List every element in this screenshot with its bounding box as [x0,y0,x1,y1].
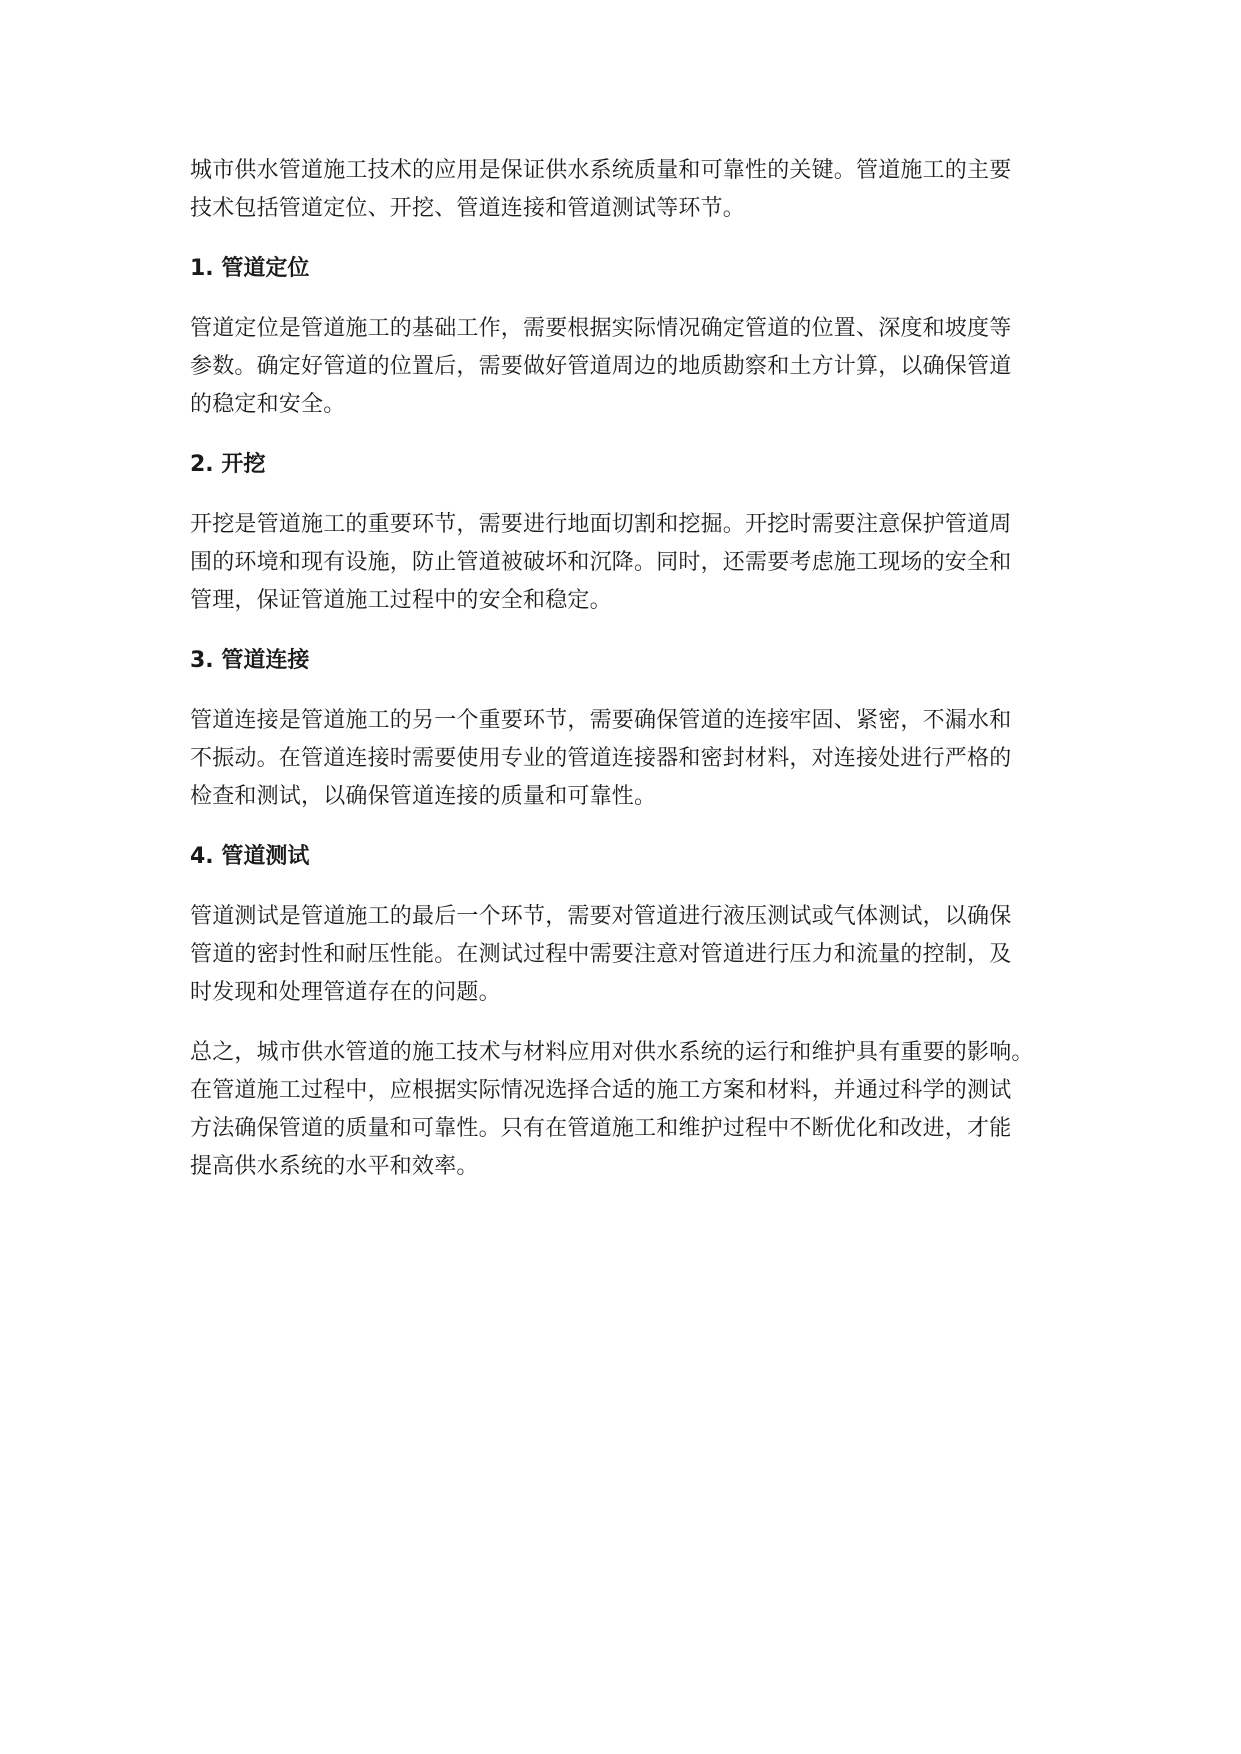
intro-line: 城市供水管道施工技术的应用是保证供水系统质量和可靠性的关键。管道施工的主要 [190,158,1012,183]
paragraph-line: 参数。确定好管道的位置后，需要做好管道周边的地质勘察和土方计算，以确保管道 [190,354,1012,379]
section-heading-testing: 4. 管道测试 [190,844,310,869]
section-heading-connection: 3. 管道连接 [190,648,310,673]
paragraph-line: 管道定位是管道施工的基础工作，需要根据实际情况确定管道的位置、深度和坡度等 [190,316,1012,341]
paragraph-line: 管道测试是管道施工的最后一个环节，需要对管道进行液压测试或气体测试，以确保 [190,904,1012,929]
section-paragraph-positioning [190,310,1090,424]
paragraph-line: 管理，保证管道施工过程中的安全和稳定。 [190,588,612,613]
paragraph-line: 开挖是管道施工的重要环节，需要进行地面切割和挖掘。开挖时需要注意保护管道周 [190,512,1012,537]
conclusion-line: 方法确保管道的质量和可靠性。只有在管道施工和维护过程中不断优化和改进，才能 [190,1116,1012,1141]
paragraph-line: 不振动。在管道连接时需要使用专业的管道连接器和密封材料，对连接处进行严格的 [190,746,1012,771]
conclusion-line: 在管道施工过程中，应根据实际情况选择合适的施工方案和材料，并通过科学的测试 [190,1078,1012,1103]
paragraph-line: 时发现和处理管道存在的问题。 [190,980,501,1005]
paragraph-line: 的稳定和安全。 [190,392,346,417]
section-heading-excavation: 2. 开挖 [190,452,266,477]
paragraph-line: 围的环境和现有设施，防止管道被破坏和沉降。同时，还需要考虑施工现场的安全和 [190,550,1012,575]
section-heading-positioning: 1. 管道定位 [190,256,310,281]
intro-paragraph [190,152,1090,228]
conclusion-paragraph [190,1034,1090,1186]
paragraph-line: 管道连接是管道施工的另一个重要环节，需要确保管道的连接牢固、紧密，不漏水和 [190,708,1012,733]
conclusion-line: 提高供水系统的水平和效率。 [190,1154,479,1179]
section-paragraph-connection [190,702,1090,816]
document-body [190,152,1090,1186]
paragraph-line: 管道的密封性和耐压性能。在测试过程中需要注意对管道进行压力和流量的控制，及 [190,942,1012,967]
section-paragraph-testing [190,898,1090,1012]
intro-line: 技术包括管道定位、开挖、管道连接和管道测试等环节。 [190,196,746,221]
paragraph-line: 检查和测试，以确保管道连接的质量和可靠性。 [190,784,657,809]
conclusion-line: 总之，城市供水管道的施工技术与材料应用对供水系统的运行和维护具有重要的影响。 [190,1040,1034,1065]
section-paragraph-excavation [190,506,1090,620]
